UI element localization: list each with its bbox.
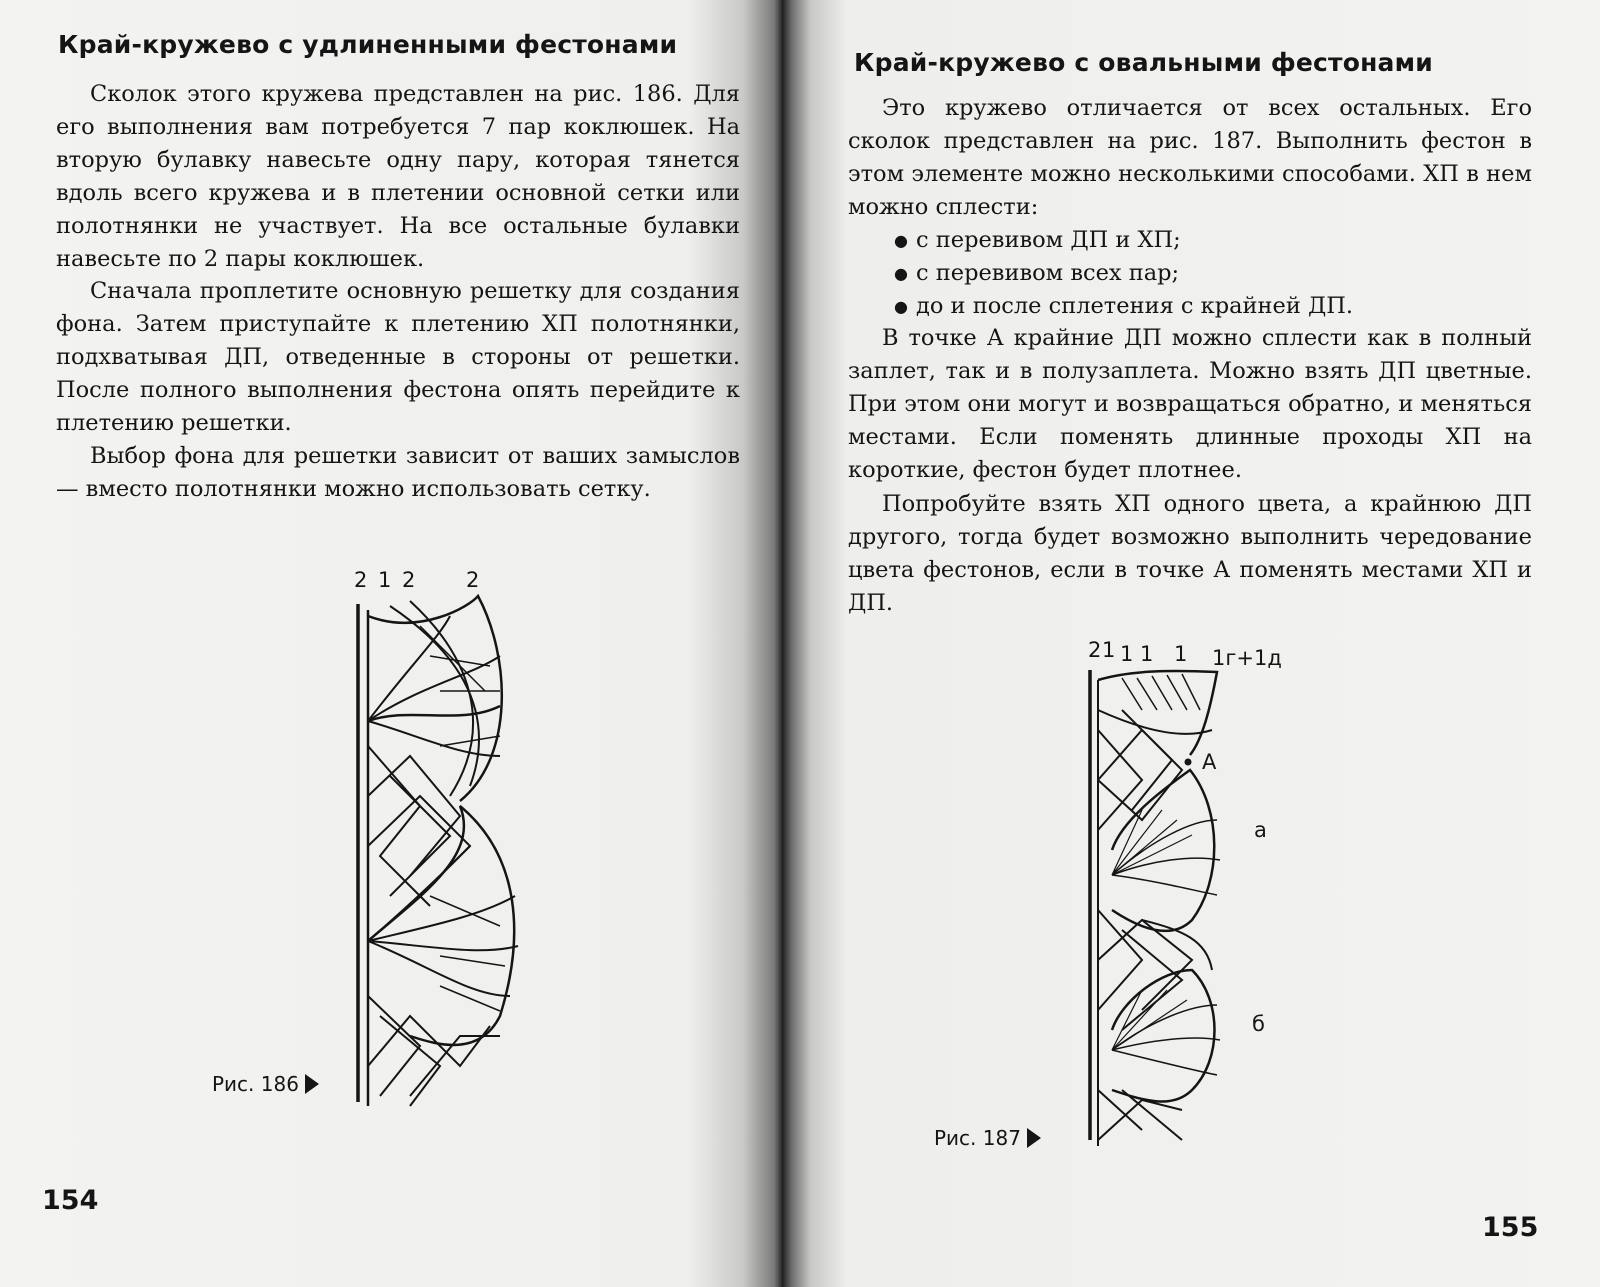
left-page [0,0,782,1287]
fig187-point-a: А [1202,750,1217,774]
bullet-item: ● с перевивом ДП и ХП; [894,224,1514,257]
caption-arrow-icon [305,1074,319,1094]
fig186-label-4: 2 [466,568,480,592]
right-bullet-list [894,224,1514,323]
fig187-section-b: б [1252,1012,1265,1036]
fig187-caption-text: Рис. 187 [934,1126,1021,1150]
fig187-label-6: 1г+1д [1212,646,1282,670]
left-paragraph-3: Выбор фона для решетки зависит от ваших замыслов — вместо полотнянки можно использовать сетку. [56,443,740,502]
fig186-lace-diagram [350,596,530,1116]
fig186-caption-text: Рис. 186 [212,1072,299,1096]
left-paragraph-2: Сначала проплетите основную решетку для создания фона. Затем приступайте к плетению ХП полотнянки, подхватывая ДП, отведенные в стороны от решетки. После полного выполнения фестона опять перейдите к плетению решетки. [56,278,740,436]
right-heading: Край-кружево с овальными фестонами [854,48,1433,77]
fig187-lace-diagram [1082,670,1232,1150]
right-paragraph-3: Попробуйте взять ХП одного цвета, а крайнюю ДП другого, тогда будет возможно выполнить чередование цвета фестонов, если в точке А поменять местами ХП и ДП. [848,491,1532,616]
fig187-caption [934,1126,1041,1150]
fig187-label-4: 1 [1140,642,1154,666]
fig187-label-3: 1 [1120,642,1134,666]
fig187-label-2: 1 [1102,638,1116,662]
left-page-number: 154 [42,1185,99,1216]
fig186-label-2: 1 [378,568,392,592]
left-paragraph-1: Сколок этого кружева представлен на рис. 186. Для его выполнения вам потребуется 7 пар коклюшек. На вторую булавку навесьте одну пару, которая тянется вдоль всего кружева и в плетении основной сетки или полотнянки не участвует. На все остальные булавки навесьте по 2 пары коклюшек. [56,81,740,272]
right-paragraph-1: Это кружево отличается от всех остальных. Его сколок представлен на рис. 187. Выполнить фестон в этом элементе можно несколькими способами. ХП в нем можно сплести: [848,95,1532,220]
right-page-number: 155 [1482,1212,1539,1243]
fig187-section-a: а [1254,818,1267,842]
fig186-label-3: 2 [402,568,416,592]
fig187-label-5: 1 [1174,642,1188,666]
caption-arrow-icon [1027,1128,1041,1148]
fig187-label-1: 2 [1088,638,1102,662]
left-heading: Край-кружево с удлиненными фестонами [58,30,678,59]
bullet-item: ● до и после сплетения с крайней ДП. [894,290,1514,323]
bullet-item: ● с перевивом всех пар; [894,257,1514,290]
fig186-caption [212,1072,319,1096]
right-paragraph-2: В точке А крайние ДП можно сплести как в полный заплет, так и в полузаплета. Можно взять ДП цветные. При этом они могут и возвращаться обратно, и меняться местами. Если поменять длинные проходы ХП на короткие, фестон будет плотнее. [848,325,1532,483]
fig186-label-1: 2 [354,568,368,592]
right-page [782,0,1600,1287]
